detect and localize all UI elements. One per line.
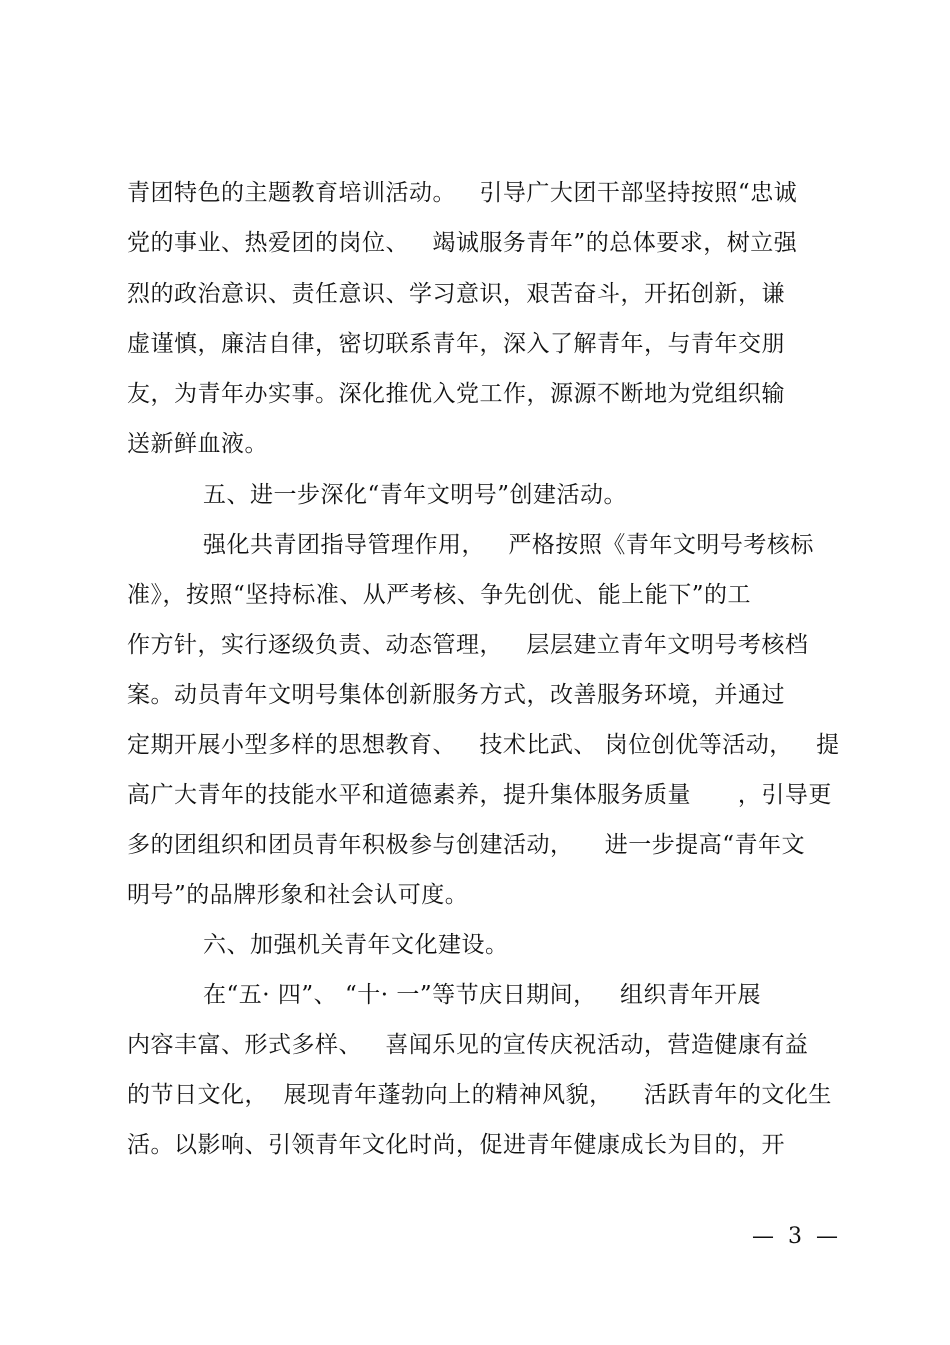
- text-line: 准》，按照“坚持标准、从严考核、争先创优、能上能下”的工: [127, 582, 752, 608]
- text-line: 在“五· 四”、 “十· 一”等节庆日期间， 组织青年开展: [203, 982, 762, 1008]
- text-line: 强化共青团指导管理作用， 严格按照《青年文明号考核标: [203, 532, 814, 558]
- text-line: 友，为青年办实事。深化推优入党工作，源源不断地为党组织输: [127, 381, 785, 407]
- section-heading: 五、进一步深化“青年文明号”创建活动。: [203, 482, 628, 508]
- text-line: 活。以影响、引领青年文化时尚，促进青年健康成长为目的，开: [127, 1132, 785, 1158]
- text-line: 内容丰富、形式多样、 喜闻乐见的宣传庆祝活动，营造健康有益: [127, 1032, 809, 1058]
- text-line: 高广大青年的技能水平和道德素养，提升集体服务质量 ，引导更: [127, 782, 832, 808]
- text-line: 多的团组织和团员青年积极参与创建活动， 进一步提高“青年文: [127, 832, 806, 858]
- text-line: 作方针，实行逐级负责、动态管理， 层层建立青年文明号考核档: [127, 632, 809, 658]
- text-line: 送新鲜血液。: [127, 431, 268, 457]
- text-line: 定期开展小型多样的思想教育、 技术比武、 岗位创优等活动， 提: [127, 732, 840, 758]
- text-line: 党的事业、热爱团的岗位、 竭诚服务青年”的总体要求，树立强: [127, 230, 798, 256]
- text-line: 案。动员青年文明号集体创新服务方式，改善服务环境，并通过: [127, 682, 785, 708]
- text-line: 明号”的品牌形象和社会认可度。: [127, 882, 469, 908]
- page-number: — 3 —: [752, 1224, 838, 1249]
- text-line: 烈的政治意识、责任意识、学习意识，艰苦奋斗，开拓创新，谦: [127, 281, 785, 307]
- text-line: 的节日文化， 展现青年蓬勃向上的精神风貌， 活跃青年的文化生: [127, 1082, 832, 1108]
- text-line: 青团特色的主题教育培训活动。 引导广大团干部坚持按照“忠诚: [127, 180, 798, 206]
- text-line: 虚谨慎，廉洁自律，密切联系青年，深入了解青年，与青年交朋: [127, 331, 785, 357]
- section-heading: 六、加强机关青年文化建设。: [203, 932, 509, 958]
